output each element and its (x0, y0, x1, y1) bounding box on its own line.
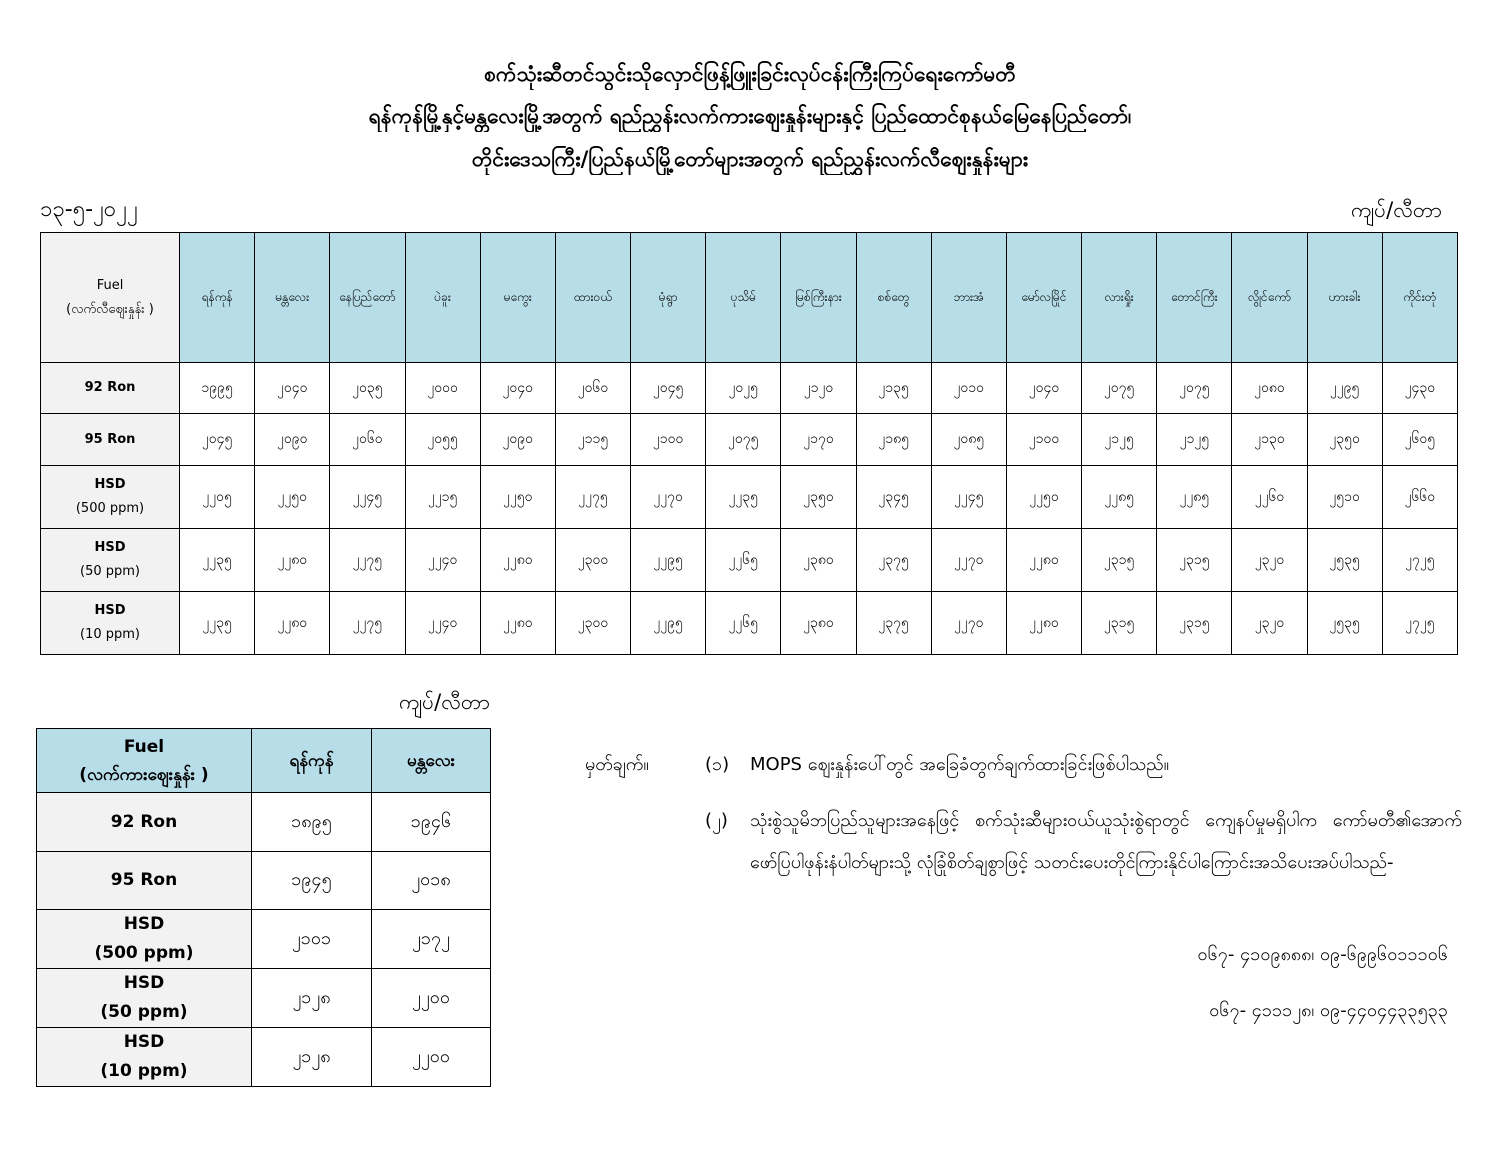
price-cell: ၂၂၇၅ (555, 466, 630, 529)
fuel-type-label (41, 592, 180, 655)
price-cell: ၂၃၄၅ (856, 466, 931, 529)
table-row (41, 466, 1458, 529)
price-cell: ၂၂၀၀ (372, 969, 491, 1028)
price-cell: ၂၂၃၅ (706, 466, 781, 529)
price-cell: ၂၅၁၀ (1307, 466, 1382, 529)
price-cell: ၂၀၄၀ (255, 363, 330, 414)
fuel-grade: (500 ppm) (94, 943, 194, 963)
table-header-row (41, 233, 1458, 363)
price-cell: ၂၀၈၅ (931, 414, 1006, 466)
price-cell: ၂၂၅၀ (1006, 466, 1081, 529)
price-cell: ၂၁၈၅ (856, 414, 931, 466)
price-cell: ၂၀၄၅ (180, 414, 255, 466)
price-cell: ၂၁၀၁ (252, 910, 372, 969)
column-header-city: ထားဝယ် (555, 233, 630, 363)
price-cell: ၂၃၀၀ (555, 529, 630, 592)
price-cell: ၂၁၃၅ (856, 363, 931, 414)
price-cell: ၂၂၈၀ (1006, 592, 1081, 655)
price-cell: ၂၃၁၅ (1157, 529, 1232, 592)
price-cell: ၂၀၇၅ (1082, 363, 1157, 414)
price-cell: ၂၅၃၅ (1307, 592, 1382, 655)
price-cell: ၂၃၈၀ (781, 529, 856, 592)
price-cell: ၂၂၈၀ (255, 592, 330, 655)
price-cell: ၂၂၈၀ (1006, 529, 1081, 592)
price-cell: ၂၁၇၂ (372, 910, 491, 969)
price-cell: ၂၃၁၅ (1082, 529, 1157, 592)
document-title-line-1: စက်သုံးဆီတင်သွင်းသိုလှောင်ဖြန့်ဖြူးခြင်းလုပ်ငန်းကြီးကြပ်ရေးကော်မတီ (484, 62, 1016, 86)
column-header-city: လွိုင်ကော် (1232, 233, 1307, 363)
price-cell: ၂၂၆၅ (706, 592, 781, 655)
fuel-type-label (37, 1028, 252, 1087)
fuel-grade: (50 ppm) (100, 1002, 188, 1022)
price-cell: ၂၂၄၅ (931, 466, 1006, 529)
fuel-header-label: Fuel (96, 277, 124, 293)
column-header-city: မန္တလေး (372, 729, 491, 793)
table-header-row (37, 729, 491, 793)
column-header-city: ပဲခူး (405, 233, 480, 363)
price-cell: ၂၂၀၀ (372, 1028, 491, 1087)
column-header-city: ရန်ကုန် (252, 729, 372, 793)
fuel-header-label: Fuel (123, 736, 165, 757)
price-cell: ၂၂၄၅ (330, 466, 405, 529)
price-cell: ၁၈၉၅ (252, 793, 372, 852)
price-cell: ၂၂၀၅ (180, 466, 255, 529)
price-cell: ၂၂၆၅ (706, 529, 781, 592)
price-cell: ၂၂၆၀ (1232, 466, 1307, 529)
fuel-type-label (37, 852, 252, 910)
price-cell: ၂၂၉၅ (631, 529, 706, 592)
price-cell: ၂၀၄၀ (480, 363, 555, 414)
table-row (37, 969, 491, 1028)
fuel-type-name: HSD (123, 914, 165, 934)
price-cell: ၂၂၃၅ (180, 529, 255, 592)
price-cell: ၂၃၁၅ (1157, 592, 1232, 655)
fuel-column-header (41, 233, 180, 363)
price-cell: ၂၀၁၈ (372, 852, 491, 910)
column-header-city: ဘားအံ (931, 233, 1006, 363)
fuel-grade: (50 ppm) (80, 564, 140, 579)
price-cell: ၂၄၃၀ (1382, 363, 1457, 414)
table-row (41, 363, 1458, 414)
price-cell: ၂၀၃၅ (330, 363, 405, 414)
fuel-type-name: 95 Ron (110, 870, 178, 890)
price-cell: ၂၃၈၀ (781, 592, 856, 655)
price-cell: ၂၂၇၅ (330, 529, 405, 592)
fuel-type-name: HSD (94, 477, 126, 492)
price-cell: ၂၀၂၅ (706, 363, 781, 414)
column-header-city: လားရှိုး (1082, 233, 1157, 363)
notes-label: မှတ်ချက်။ (585, 754, 649, 775)
price-cell: ၂၁၂၅ (1157, 414, 1232, 466)
price-cell: ၂၀၁၀ (931, 363, 1006, 414)
price-cell: ၂၂၇၀ (631, 466, 706, 529)
price-cell: ၂၁၂၀ (781, 363, 856, 414)
note-number: (၂) (705, 810, 728, 831)
price-cell: ၂၂၅၀ (255, 466, 330, 529)
price-cell: ၂၂၉၅ (1307, 363, 1382, 414)
fuel-type-name: 92 Ron (110, 811, 178, 832)
price-cell: ၂၂၇၅ (330, 592, 405, 655)
price-cell: ၂၂၈၅ (1082, 466, 1157, 529)
price-cell: ၁၉၄၆ (372, 793, 491, 852)
price-cell: ၂၀၆၀ (330, 414, 405, 466)
price-cell: ၂၁၁၅ (555, 414, 630, 466)
fuel-header-sublabel: (လက်ကားဈေးနှုန်း ) (79, 764, 209, 785)
column-header-city: ကိုင်းတုံ (1382, 233, 1457, 363)
fuel-type-label (37, 793, 252, 852)
fuel-type-label (37, 969, 252, 1028)
price-cell: ၂၅၃၅ (1307, 529, 1382, 592)
price-cell: ၂၀၉၀ (480, 414, 555, 466)
price-cell: ၁၉၄၅ (252, 852, 372, 910)
price-cell: ၂၃၁၅ (1082, 592, 1157, 655)
price-cell: ၁၉၉၅ (180, 363, 255, 414)
fuel-type-name: HSD (94, 540, 126, 555)
table-row (41, 592, 1458, 655)
note-number: (၁) (705, 754, 730, 775)
price-cell: ၂၂၅၀ (480, 466, 555, 529)
price-cell: ၂၂၄၀ (405, 529, 480, 592)
fuel-type-name: HSD (123, 1032, 165, 1052)
column-header-city: စစ်တွေ (856, 233, 931, 363)
fuel-grade: (10 ppm) (100, 1061, 188, 1081)
price-cell: ၂၂၈၀ (255, 529, 330, 592)
contact-phone-numbers: ၀၆၇- ၄၁၁၁၂၈၊ ၀၉-၄၄၀၄၄၃၃၅၃၃ (1209, 1000, 1448, 1021)
price-cell: ၂၂၈၀ (480, 529, 555, 592)
document-date: ၁၃-၅-၂၀၂၂ (40, 197, 138, 222)
price-cell: ၂၀၈၀ (1232, 363, 1307, 414)
table-row (37, 910, 491, 969)
price-cell: ၂၂၈၀ (480, 592, 555, 655)
table-row (37, 1028, 491, 1087)
fuel-type-name: 92 Ron (84, 380, 136, 395)
price-cell: ၂၀၀၀ (405, 363, 480, 414)
table-row (37, 852, 491, 910)
fuel-type-label (41, 363, 180, 414)
price-cell: ၂၁၀၀ (1006, 414, 1081, 466)
price-cell: ၂၁၀၀ (631, 414, 706, 466)
price-cell: ၂၇၂၅ (1382, 592, 1457, 655)
wholesale-unit-label: ကျပ်/လီတာ (398, 690, 490, 714)
fuel-type-label (41, 414, 180, 466)
price-cell: ၂၁၂၅ (1082, 414, 1157, 466)
fuel-type-name: 95 Ron (84, 431, 136, 447)
fuel-grade: (10 ppm) (80, 627, 140, 642)
retail-price-table (40, 232, 1458, 655)
price-cell: ၂၀၆၀ (555, 363, 630, 414)
fuel-grade: (500 ppm) (75, 501, 145, 516)
retail-unit-label: ကျပ်/လီတာ (1350, 198, 1442, 222)
price-cell: ၂၂၈၅ (1157, 466, 1232, 529)
column-header-city: နေပြည်တော် (330, 233, 405, 363)
fuel-type-label (41, 529, 180, 592)
price-cell: ၂၃၅၀ (1307, 414, 1382, 466)
price-cell: ၂၁၇၀ (781, 414, 856, 466)
price-cell: ၂၇၂၅ (1382, 529, 1457, 592)
price-cell: ၂၂၁၅ (405, 466, 480, 529)
note-text: MOPS ဈေးနှုန်းပေါ်တွင် အခြေခံတွက်ချက်ထားခြင်းဖြစ်ပါသည်။ (750, 754, 1170, 775)
fuel-type-name: HSD (123, 973, 165, 993)
price-cell: ၂၆၀၅ (1382, 414, 1457, 466)
table-row (41, 414, 1458, 466)
price-cell: ၂၃၀၀ (555, 592, 630, 655)
price-cell: ၂၁၂၈ (252, 1028, 372, 1087)
price-cell: ၂၀၄၅ (631, 363, 706, 414)
contact-phone-numbers: ၀၆၇- ၄၁၀၉၈၈၈၊ ၀၉-၆၉၉၆၀၁၁၁၀၆ (1197, 944, 1448, 965)
note-text: သုံးစွဲသူမိဘပြည်သူများအနေဖြင့် စက်သုံးဆီများဝယ်ယူသုံးစွဲရာတွင် ကျေနပ်မှုမရှိပါက ကော်မတီ၏အောက်ဖော်ပြပါဖုန်းနံပါတ်များသို့ လုံခြုံစိတ်ချစွာဖြင့် သတင်းပေးတိုင်ကြားနိုင်ပါကြောင်းအသိပေးအပ်ပါသည်- (750, 810, 1462, 873)
column-header-city: ပုသိမ် (706, 233, 781, 363)
price-cell: ၂၃၅၀ (781, 466, 856, 529)
price-cell: ၂၂၄၀ (405, 592, 480, 655)
column-header-city: မုံရွာ (631, 233, 706, 363)
price-cell: ၂၁၃၀ (1232, 414, 1307, 466)
document-title-line-3: တိုင်းဒေသကြီး/ပြည်နယ်မြို့တော်များအတွက် ရည်ညွှန်းလက်လီဈေးနှုန်းများ (471, 147, 1029, 171)
price-cell: ၂၂၃၅ (180, 592, 255, 655)
column-header-city: ရန်ကုန် (180, 233, 255, 363)
column-header-city: တောင်ကြီး (1157, 233, 1232, 363)
price-cell: ၂၂၉၅ (631, 592, 706, 655)
price-cell: ၂၂၇၀ (931, 529, 1006, 592)
price-cell: ၂၁၂၈ (252, 969, 372, 1028)
price-cell: ၂၃၂၀ (1232, 529, 1307, 592)
price-cell: ၂၃၇၅ (856, 529, 931, 592)
table-row (37, 793, 491, 852)
column-header-city: မော်လမြိုင် (1006, 233, 1081, 363)
fuel-type-label (41, 466, 180, 529)
price-cell: ၂၀၅၅ (405, 414, 480, 466)
column-header-city: မြစ်ကြီးနား (781, 233, 856, 363)
retail-table-body (41, 363, 1458, 655)
price-cell: ၂၃၂၀ (1232, 592, 1307, 655)
column-header-city: ဟားခါး (1307, 233, 1382, 363)
price-cell: ၂၂၇၀ (931, 592, 1006, 655)
column-header-city: မကွေး (480, 233, 555, 363)
fuel-type-name: HSD (94, 603, 126, 618)
wholesale-price-table (36, 728, 491, 1087)
price-cell: ၂၃၇၅ (856, 592, 931, 655)
column-header-city: မန္တလေး (255, 233, 330, 363)
price-cell: ၂၀၇၅ (706, 414, 781, 466)
price-cell: ၂၆၆၀ (1382, 466, 1457, 529)
price-cell: ၂၀၉၀ (255, 414, 330, 466)
price-cell: ၂၀၇၅ (1157, 363, 1232, 414)
fuel-column-header (37, 729, 252, 793)
price-cell: ၂၀၄၀ (1006, 363, 1081, 414)
fuel-header-sublabel: (လက်လီဈေးနှုန်း ) (66, 301, 154, 317)
document-title-line-2: ရန်ကုန်မြို့နှင့်မန္တလေးမြို့အတွက် ရည်ညွှန်းလက်ကားဈေးနှုန်းများနှင့် ပြည်ထောင်စုနယ်မြေနေပြည်တော်၊ (368, 104, 1132, 128)
table-row (41, 529, 1458, 592)
fuel-type-label (37, 910, 252, 969)
